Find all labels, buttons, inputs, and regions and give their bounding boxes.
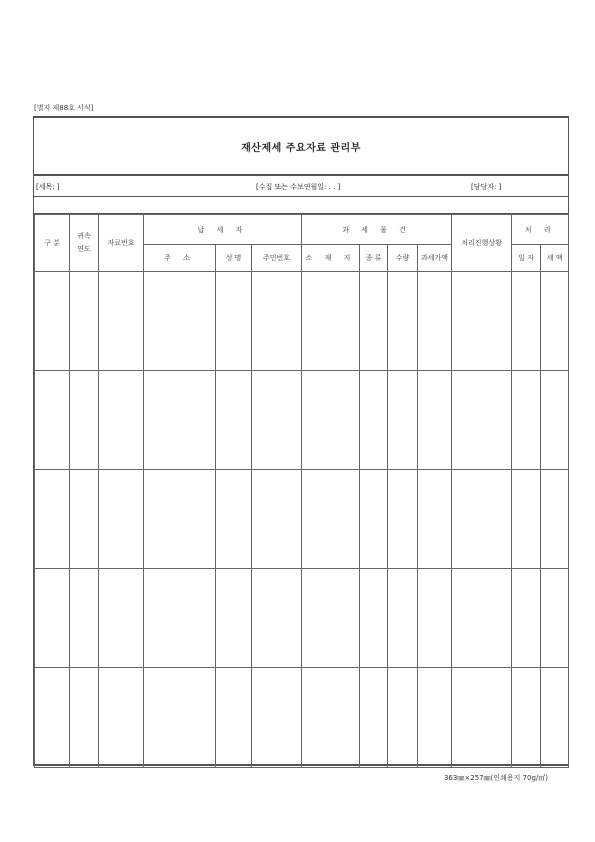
entry-cell[interactable]	[35, 668, 70, 768]
entry-cell[interactable]	[99, 569, 144, 668]
entry-cell[interactable]	[388, 371, 418, 470]
col-tax-amount: 세 액	[541, 245, 569, 272]
col-doc-no: 자료번호	[99, 215, 144, 272]
col-location: 소 재 지	[302, 245, 360, 272]
entry-cell[interactable]	[99, 371, 144, 470]
entry-cell[interactable]	[360, 371, 388, 470]
entry-cell[interactable]	[144, 272, 216, 371]
entry-cell[interactable]	[541, 371, 569, 470]
tax-item-field[interactable]: [세목: ]	[36, 183, 60, 191]
spacer-row	[34, 197, 568, 214]
entry-cell[interactable]	[99, 470, 144, 569]
entry-cell[interactable]	[144, 668, 216, 768]
col-resident-no: 주민번호	[252, 245, 302, 272]
entry-cell[interactable]	[302, 272, 360, 371]
col-address: 주 소	[144, 245, 216, 272]
ledger-form	[33, 116, 569, 766]
entry-cell[interactable]	[144, 569, 216, 668]
paper-spec-footnote: 363㎜×257㎜(인쇄용지 70g/㎡)	[443, 774, 548, 782]
col-category: 구 분	[35, 215, 70, 272]
form-title: 재산제세 주요자료 관리부	[241, 142, 361, 154]
col-processing: 처 리	[512, 215, 569, 245]
entry-cell[interactable]	[512, 272, 541, 371]
officer-field[interactable]: [담당자: ]	[471, 183, 502, 191]
entry-cell[interactable]	[452, 470, 512, 569]
entry-cell[interactable]	[541, 470, 569, 569]
entry-cell[interactable]	[252, 272, 302, 371]
entry-cell[interactable]	[216, 272, 252, 371]
entry-cell[interactable]	[388, 668, 418, 768]
entry-cell[interactable]	[70, 668, 99, 768]
title-row	[34, 118, 568, 176]
entry-cell[interactable]	[418, 569, 452, 668]
entry-cell[interactable]	[452, 371, 512, 470]
entry-cell[interactable]	[216, 668, 252, 768]
entry-cell[interactable]	[418, 470, 452, 569]
entry-cell[interactable]	[512, 668, 541, 768]
entry-cell[interactable]	[216, 371, 252, 470]
entry-cell[interactable]	[418, 668, 452, 768]
col-name: 성 명	[216, 245, 252, 272]
entry-cell[interactable]	[452, 668, 512, 768]
entry-cell[interactable]	[360, 272, 388, 371]
entry-cell[interactable]	[512, 371, 541, 470]
entry-cell[interactable]	[418, 272, 452, 371]
col-year: 귀속 연도	[70, 215, 99, 272]
entry-cell[interactable]	[252, 371, 302, 470]
entry-cell[interactable]	[452, 272, 512, 371]
col-tax-base: 과세가액	[418, 245, 452, 272]
entry-cell[interactable]	[512, 470, 541, 569]
entry-cell[interactable]	[35, 470, 70, 569]
entry-cell[interactable]	[388, 470, 418, 569]
entry-cell[interactable]	[512, 569, 541, 668]
entry-cell[interactable]	[99, 272, 144, 371]
info-row	[34, 176, 568, 197]
entry-cell[interactable]	[70, 470, 99, 569]
entry-cell[interactable]	[35, 272, 70, 371]
entry-cell[interactable]	[452, 569, 512, 668]
entry-cell[interactable]	[418, 371, 452, 470]
entry-cell[interactable]	[302, 569, 360, 668]
ledger-table	[34, 214, 569, 768]
entry-cell[interactable]	[302, 668, 360, 768]
entry-cell[interactable]	[360, 668, 388, 768]
col-date: 일 자	[512, 245, 541, 272]
entry-cell[interactable]	[388, 272, 418, 371]
entry-cell[interactable]	[252, 569, 302, 668]
table-row	[35, 470, 569, 569]
collection-date-field[interactable]: [수집 또는 수보연월일: . . ]	[256, 183, 341, 191]
entry-cell[interactable]	[360, 569, 388, 668]
entry-cell[interactable]	[216, 470, 252, 569]
entry-cell[interactable]	[70, 371, 99, 470]
table-row	[35, 371, 569, 470]
col-taxpayer: 납 세 자	[144, 215, 302, 245]
entry-cell[interactable]	[144, 371, 216, 470]
form-number-label: [별지 제88호 서식]	[34, 104, 94, 112]
entry-cell[interactable]	[541, 569, 569, 668]
entry-cell[interactable]	[216, 569, 252, 668]
entry-cell[interactable]	[360, 470, 388, 569]
entry-cell[interactable]	[302, 470, 360, 569]
entry-cell[interactable]	[35, 569, 70, 668]
table-row	[35, 569, 569, 668]
col-kind: 종 류	[360, 245, 388, 272]
entry-cell[interactable]	[35, 371, 70, 470]
ledger-body	[35, 272, 569, 768]
entry-cell[interactable]	[70, 272, 99, 371]
entry-cell[interactable]	[388, 569, 418, 668]
entry-cell[interactable]	[144, 470, 216, 569]
table-row	[35, 668, 569, 768]
col-progress: 처리진행상황	[452, 215, 512, 272]
entry-cell[interactable]	[302, 371, 360, 470]
col-quantity: 수량	[388, 245, 418, 272]
table-row	[35, 272, 569, 371]
entry-cell[interactable]	[252, 668, 302, 768]
entry-cell[interactable]	[541, 668, 569, 768]
entry-cell[interactable]	[99, 668, 144, 768]
entry-cell[interactable]	[541, 272, 569, 371]
entry-cell[interactable]	[70, 569, 99, 668]
entry-cell[interactable]	[252, 470, 302, 569]
col-taxable-object: 과 세 물 건	[302, 215, 452, 245]
